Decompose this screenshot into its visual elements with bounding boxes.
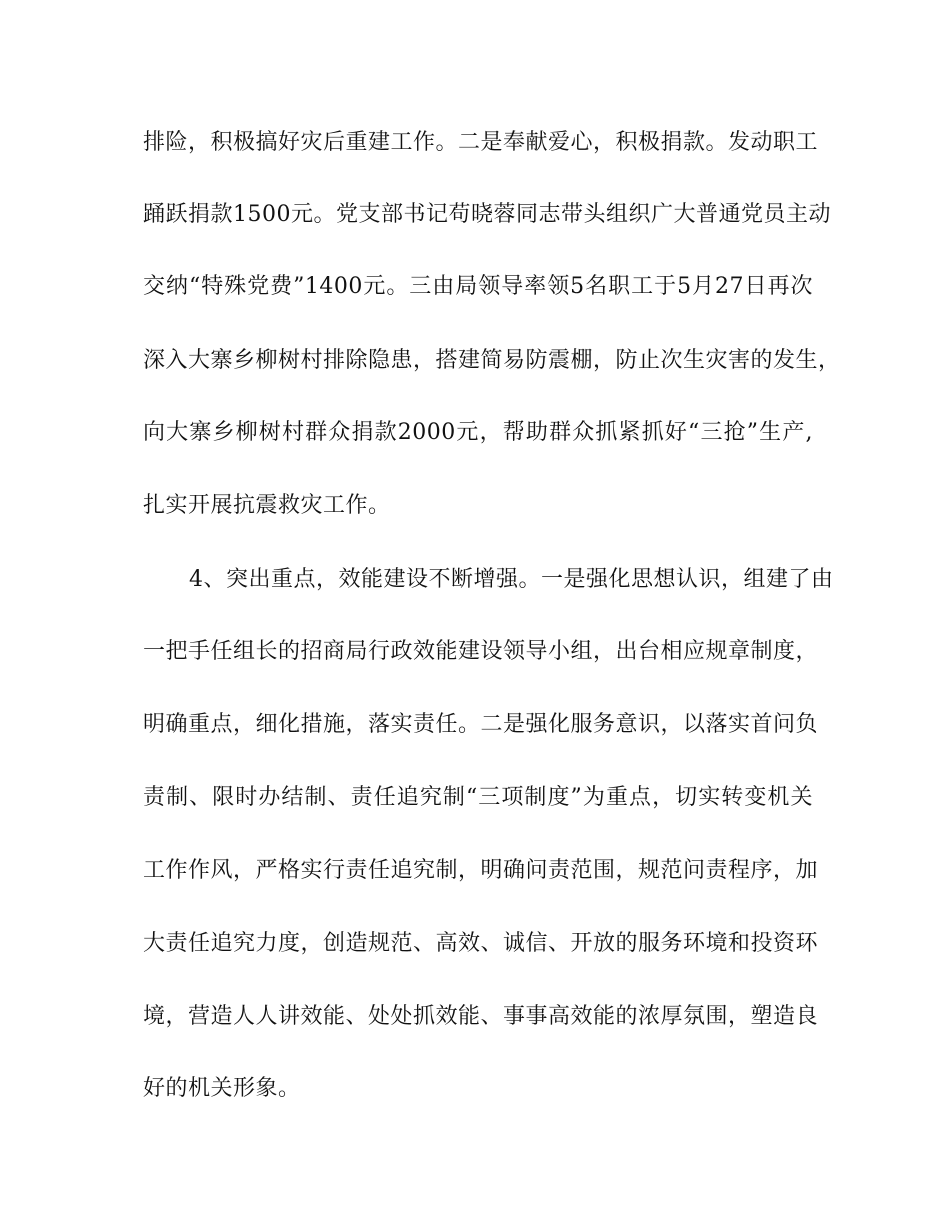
text-line: 踊跃捐款1500元。党支部书记苟晓蓉同志带头组织广大普通党员主动 xyxy=(143,202,831,227)
text-line: 向大寨乡柳树村群众捐款2000元，帮助群众抓紧抓好“三抢”生产, xyxy=(143,420,813,445)
text-line: 排险，积极搞好灾后重建工作。二是奉献爱心，积极捐款。发动职工 xyxy=(143,130,819,155)
paragraph-first-line: 4、突出重点，效能建设不断增强。一是强化思想认识，组建了由 xyxy=(189,567,834,592)
text-line: 大责任追究力度，创造规范、高效、诚信、开放的服务环境和投资环 xyxy=(143,931,819,956)
text-line: 好的机关形象。 xyxy=(143,1076,301,1101)
text-line: 一把手任组长的招商局行政效能建设领导小组，出台相应规章制度， xyxy=(143,639,819,664)
text-line: 境，营造人人讲效能、处处抓效能、事事高效能的浓厚氛围，塑造良 xyxy=(143,1004,819,1029)
text-line: 明确重点，细化措施，落实责任。二是强化服务意识，以落实首问负 xyxy=(143,712,819,737)
text-line: 深入大寨乡柳树村排除隐患，搭建简易防震棚，防止次生灾害的发生， xyxy=(143,348,841,373)
text-line: 责制、限时办结制、责任追究制“三项制度”为重点，切实转变机关 xyxy=(143,785,813,810)
text-line: 交纳“特殊党费”1400元。三由局领导率领5名职工于5月27日再次 xyxy=(143,274,813,299)
text-line: 工作作风，严格实行责任追究制，明确问责范围，规范问责程序，加 xyxy=(143,858,819,883)
text-line: 扎实开展抗震救灾工作。 xyxy=(143,493,391,518)
